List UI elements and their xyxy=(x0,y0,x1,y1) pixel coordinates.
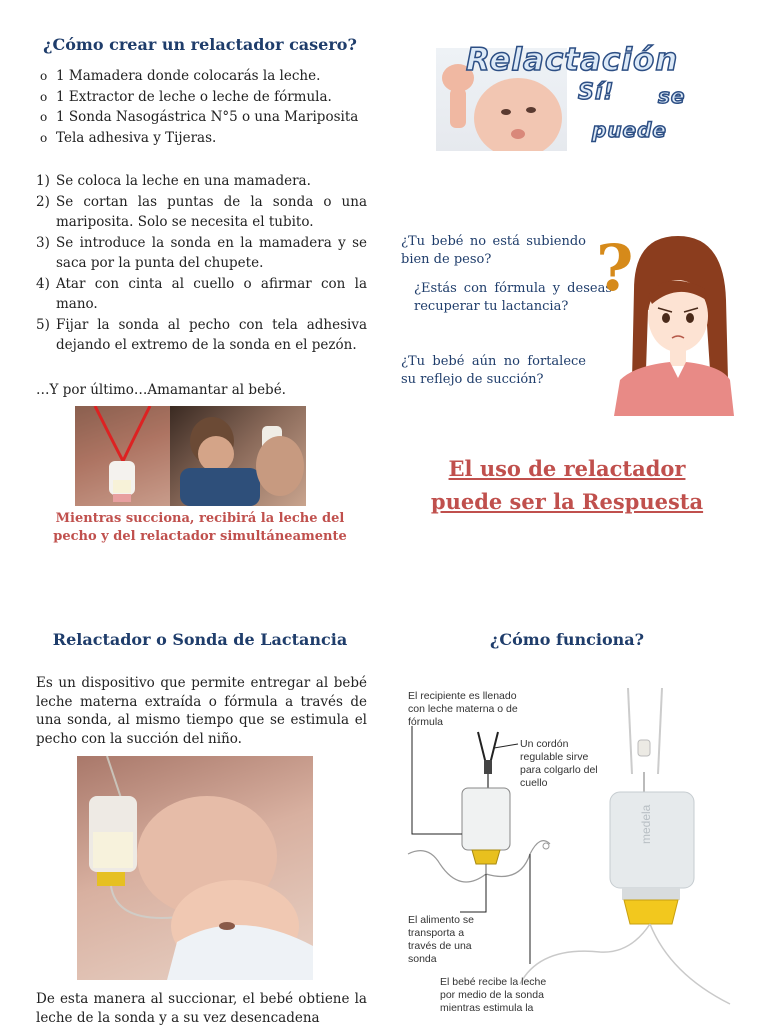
list-item: 4) Atar con cinta al cuello o afirmar con la mano. xyxy=(36,275,367,312)
steps-list xyxy=(36,171,367,356)
mother-relactator-photo xyxy=(75,406,170,506)
list-item: o 1 Sonda Nasogástrica N°5 o una Mariposita xyxy=(36,107,376,128)
list-item: 5) Fijar la sonda al pecho con tela adhesiva dejando el extremo de la sonda en el pezón. xyxy=(36,316,367,353)
final-step-text: …Y por último…Amamantar al bebé. xyxy=(36,382,286,398)
nursing-supplementer-title: Relactador o Sonda de Lactancia xyxy=(52,630,348,649)
worried-woman-illustration xyxy=(594,230,734,416)
answer-line-2: puede ser la Respuesta xyxy=(430,489,704,514)
list-item: o 1 Extractor de leche o leche de fórmula. xyxy=(36,87,376,108)
bottle-brand-label: medela xyxy=(639,804,653,844)
how-it-works-title: ¿Cómo funciona? xyxy=(490,630,644,649)
simultaneous-feeding-caption: Mientras succiona, recibirá la leche del pecho y del relactador simultáneamente xyxy=(53,511,347,544)
list-item: 1) Se coloca la leche en una mamadera. xyxy=(36,173,311,189)
list-item: o 1 Mamadera donde colocarás la leche. xyxy=(36,66,376,87)
tube-label: El alimento se transporta a través de una sonda xyxy=(408,914,474,965)
baby-receives-label: El bebé recibe la leche por medio de la sonda mientras estimula la xyxy=(440,976,547,1014)
formula-question: ¿Estás con fórmula y deseas recuperar tu lactancia? xyxy=(414,281,612,314)
relactacion-logo xyxy=(466,42,726,152)
device-description: Es un dispositivo que permite entregar al bebé leche materna extraída o fórmula a través de una sonda, al mismo tiempo que se estimula el pecho con la succión del niño. xyxy=(36,675,367,747)
cord-label: Un cordón regulable sirve para colgarlo del cuello xyxy=(520,738,598,789)
svg-text:?: ? xyxy=(596,231,634,306)
relactator-answer-heading xyxy=(400,452,734,518)
container-label: El recipiente es llenado con leche materna o de fórmula xyxy=(408,690,518,728)
logo-si: Sí! xyxy=(578,80,615,105)
homemade-relactator-title: ¿Cómo crear un relactador casero? xyxy=(43,35,357,54)
logo-se: se xyxy=(658,84,686,108)
suction-question: ¿Tu bebé aún no fortalece su reflejo de succión? xyxy=(401,354,586,387)
materials-list xyxy=(36,66,376,148)
answer-line-1: El uso de relactador xyxy=(448,456,686,481)
list-item: o Tela adhesiva y Tijeras. xyxy=(36,128,376,149)
logo-puede: puede xyxy=(592,118,667,142)
baby-feeding-photo xyxy=(170,406,306,506)
weight-question: ¿Tu bebé no está subiendo bien de peso? xyxy=(401,234,586,267)
breastfeeding-supplementer-photo xyxy=(77,756,313,980)
logo-word: Relactación xyxy=(466,42,679,78)
suction-explanation: De esta manera al succionar, el bebé obtiene la leche de la sonda y a su vez desencadena xyxy=(36,991,367,1026)
list-item: 3) Se introduce la sonda en la mamadera y se saca por la punta del chupete. xyxy=(36,234,367,271)
supplementer-diagram xyxy=(400,684,740,1024)
list-item: 2) Se cortan las puntas de la sonda o una mariposita. Solo se necesita el tubito. xyxy=(36,193,367,230)
